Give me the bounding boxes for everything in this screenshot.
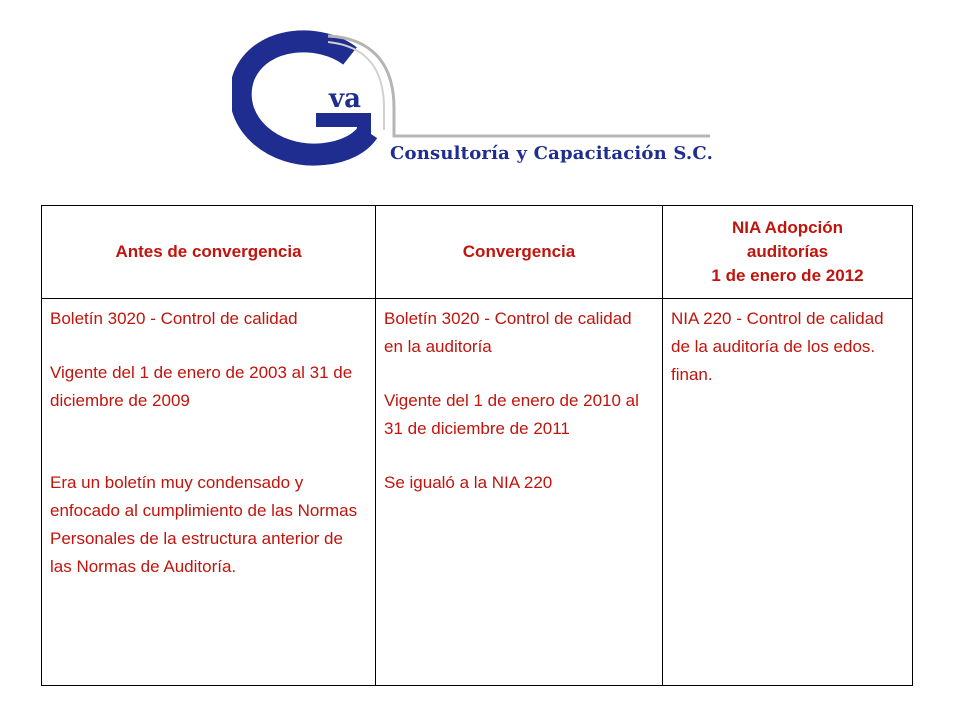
logo-va-text: va bbox=[329, 84, 361, 114]
paragraph: Era un boletín muy condensado y enfocado al cumplimiento de las Normas Personales de la estructura anterior de las Normas de Auditoría. bbox=[50, 473, 358, 576]
header-nia-adopcion bbox=[663, 206, 913, 299]
company-logo bbox=[232, 28, 712, 168]
paragraph: Boletín 3020 - Control de calidad bbox=[50, 309, 298, 328]
company-name: Consultoría y Capacitación S.C. bbox=[390, 143, 714, 164]
header-row bbox=[42, 206, 913, 299]
header-line: auditorías bbox=[746, 242, 829, 261]
header-convergencia bbox=[376, 206, 663, 299]
header-antes bbox=[42, 206, 376, 299]
header-line: 1 de enero de 2012 bbox=[711, 266, 864, 285]
cell-convergencia bbox=[376, 299, 663, 686]
comparison-table bbox=[41, 205, 913, 686]
paragraph: NIA 220 - Control de calidad de la auditoría de los edos. finan. bbox=[671, 309, 884, 384]
cell-antes bbox=[42, 299, 376, 686]
paragraph: Se igualó a la NIA 220 bbox=[384, 473, 553, 492]
header-line: Convergencia bbox=[462, 242, 576, 261]
header-line: NIA Adopción bbox=[731, 218, 844, 237]
cell-nia bbox=[663, 299, 913, 686]
paragraph: Boletín 3020 - Control de calidad en la auditoría bbox=[384, 309, 632, 356]
table-row bbox=[42, 299, 913, 686]
paragraph: Vigente del 1 de enero de 2003 al 31 de diciembre de 2009 bbox=[50, 363, 353, 410]
paragraph: Vigente del 1 de enero de 2010 al 31 de diciembre de 2011 bbox=[384, 391, 639, 438]
header-line: Antes de convergencia bbox=[115, 242, 302, 261]
